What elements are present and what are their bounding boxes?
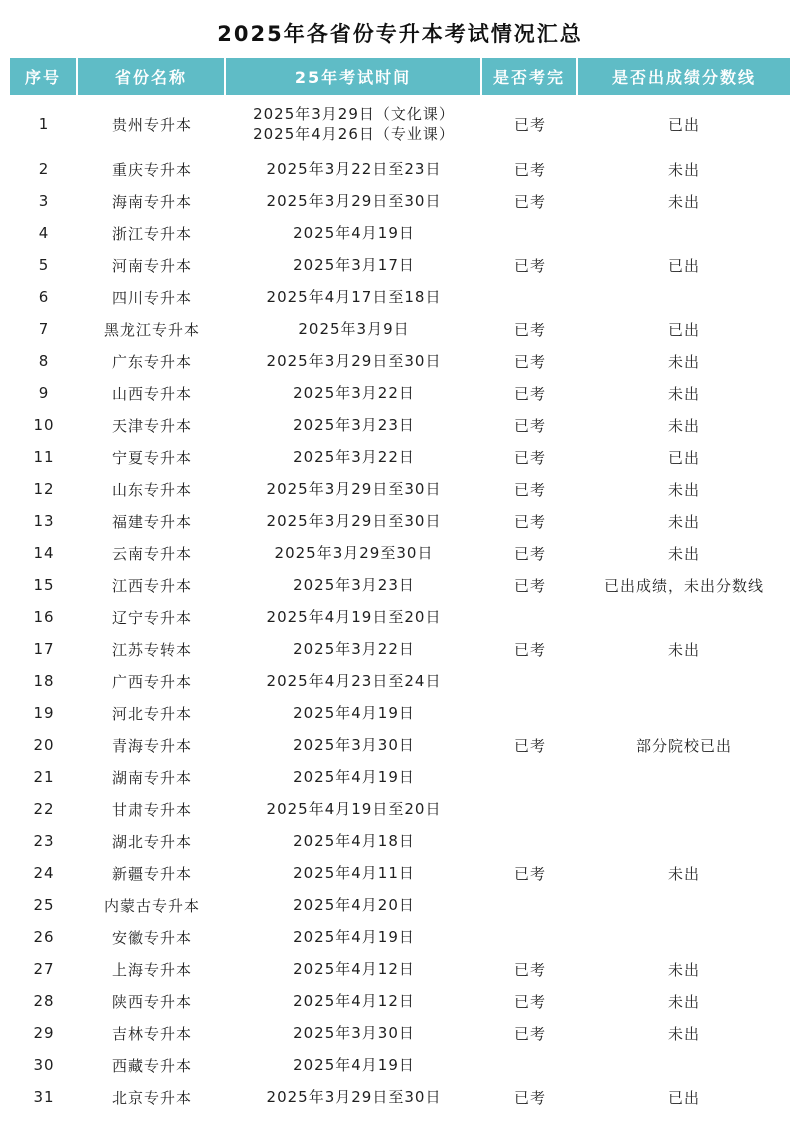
- cell-index: 7: [38, 320, 50, 338]
- exam-time-line: 2025年4月26日（专业课）: [253, 125, 455, 143]
- exam-time-line: 2025年4月11日: [293, 864, 415, 882]
- cell-exam-time: [226, 761, 482, 793]
- exam-time-line: 2025年3月23日: [293, 576, 415, 594]
- cell-exam-done: [482, 601, 578, 633]
- table-row: [10, 569, 790, 601]
- cell-exam-time: [226, 537, 482, 569]
- exam-time-line: 2025年4月23日至24日: [266, 672, 442, 690]
- cell-exam-time: [226, 409, 482, 441]
- cell-result: [578, 1049, 790, 1081]
- table-row: [10, 1017, 790, 1049]
- cell-province: 天津专升本: [111, 416, 192, 435]
- cell-index: 2: [38, 160, 50, 178]
- table-row: [10, 889, 790, 921]
- table-row: [10, 441, 790, 473]
- cell-exam-time: [226, 697, 482, 729]
- cell-index: 21: [33, 768, 55, 786]
- cell-province: 广东专升本: [111, 352, 192, 371]
- cell-result: 未出: [667, 480, 700, 499]
- cell-index: 16: [33, 608, 55, 626]
- cell-index: 27: [33, 960, 55, 978]
- table-row: [10, 921, 790, 953]
- cell-result: 未出: [667, 992, 700, 1011]
- table-row: [10, 345, 790, 377]
- cell-exam-done: [482, 793, 578, 825]
- cell-exam-done: 已考: [513, 192, 546, 211]
- table-row: [10, 281, 790, 313]
- cell-province: 海南专升本: [111, 192, 192, 211]
- table-row: [10, 601, 790, 633]
- cell-province: 浙江专升本: [111, 224, 192, 243]
- cell-result: [578, 921, 790, 953]
- cell-province: 河北专升本: [111, 704, 192, 723]
- cell-exam-done: [482, 761, 578, 793]
- cell-result: 未出: [667, 864, 700, 883]
- cell-exam-done: [482, 825, 578, 857]
- exam-time-line: 2025年3月22日: [293, 448, 415, 466]
- cell-exam-time: [226, 95, 482, 153]
- cell-index: 19: [33, 704, 55, 722]
- cell-exam-done: 已考: [513, 544, 546, 563]
- exam-time-line: 2025年3月9日: [298, 320, 410, 338]
- cell-province: 江西专升本: [111, 576, 192, 595]
- table-row: [10, 665, 790, 697]
- cell-exam-done: [482, 1049, 578, 1081]
- cell-index: 8: [38, 352, 50, 370]
- cell-index: 11: [33, 448, 55, 466]
- cell-province: 四川专升本: [111, 288, 192, 307]
- cell-province: 广西专升本: [111, 672, 192, 691]
- table-row: [10, 185, 790, 217]
- cell-exam-time: [226, 377, 482, 409]
- cell-exam-time: [226, 985, 482, 1017]
- cell-exam-done: 已考: [513, 512, 546, 531]
- exam-time-line: 2025年4月12日: [293, 992, 415, 1010]
- cell-province: 上海专升本: [111, 960, 192, 979]
- cell-exam-time: [226, 601, 482, 633]
- table-row: [10, 729, 790, 761]
- cell-result: 已出: [667, 320, 700, 339]
- cell-exam-time: [226, 1081, 482, 1113]
- cell-result: 未出: [667, 384, 700, 403]
- exam-time-line: 2025年3月29日至30日: [266, 352, 442, 370]
- cell-index: 26: [33, 928, 55, 946]
- cell-result: 已出成绩，未出分数线: [603, 576, 764, 595]
- table-header-row: [10, 58, 790, 95]
- table-row: [10, 1081, 790, 1113]
- cell-province: 江苏专转本: [111, 640, 192, 659]
- cell-index: 17: [33, 640, 55, 658]
- exam-time-line: 2025年3月23日: [293, 416, 415, 434]
- exam-time-line: 2025年4月19日至20日: [266, 800, 442, 818]
- cell-index: 4: [38, 224, 50, 242]
- page-title: 2025年各省份专升本考试情况汇总: [217, 22, 583, 46]
- cell-exam-done: [482, 697, 578, 729]
- cell-province: 吉林专升本: [111, 1024, 192, 1043]
- cell-exam-time: [226, 249, 482, 281]
- cell-province: 西藏专升本: [111, 1056, 192, 1075]
- cell-result: [578, 281, 790, 313]
- cell-result: 未出: [667, 352, 700, 371]
- exam-time-line: 2025年3月22日: [293, 384, 415, 402]
- cell-exam-done: 已考: [513, 448, 546, 467]
- cell-province: 甘肃专升本: [111, 800, 192, 819]
- cell-exam-time: [226, 569, 482, 601]
- cell-result: 部分院校已出: [635, 736, 732, 755]
- exam-time-line: 2025年4月20日: [293, 896, 415, 914]
- exam-time-line: 2025年3月17日: [293, 256, 415, 274]
- cell-index: 31: [33, 1088, 55, 1106]
- table-row: [10, 793, 790, 825]
- cell-exam-done: 已考: [513, 384, 546, 403]
- exam-time-line: 2025年3月29日至30日: [266, 512, 442, 530]
- header-exam-time: 25年考试时间: [226, 58, 482, 95]
- table-row: [10, 953, 790, 985]
- cell-index: 22: [33, 800, 55, 818]
- cell-result: 已出: [667, 1088, 700, 1107]
- cell-exam-done: [482, 217, 578, 249]
- cell-result: [578, 761, 790, 793]
- cell-province: 内蒙古专升本: [103, 896, 200, 915]
- cell-result: 未出: [667, 544, 700, 563]
- exam-time-line: 2025年4月19日至20日: [266, 608, 442, 626]
- cell-province: 辽宁专升本: [111, 608, 192, 627]
- cell-province: 黑龙江专升本: [103, 320, 200, 339]
- cell-province: 北京专升本: [111, 1088, 192, 1107]
- cell-index: 20: [33, 736, 55, 754]
- table-row: [10, 825, 790, 857]
- cell-exam-time: [226, 633, 482, 665]
- cell-province: 贵州专升本: [111, 115, 192, 134]
- cell-exam-done: 已考: [513, 864, 546, 883]
- cell-province: 湖北专升本: [111, 832, 192, 851]
- cell-index: 13: [33, 512, 55, 530]
- cell-exam-done: 已考: [513, 1024, 546, 1043]
- cell-exam-time: [226, 281, 482, 313]
- exam-time-line: 2025年3月29至30日: [274, 544, 434, 562]
- cell-result: [578, 697, 790, 729]
- cell-exam-done: [482, 889, 578, 921]
- cell-province: 湖南专升本: [111, 768, 192, 787]
- cell-exam-done: 已考: [513, 960, 546, 979]
- exam-time-line: 2025年4月19日: [293, 768, 415, 786]
- cell-result: 未出: [667, 640, 700, 659]
- cell-result: [578, 825, 790, 857]
- cell-exam-done: [482, 665, 578, 697]
- cell-index: 25: [33, 896, 55, 914]
- cell-exam-done: 已考: [513, 115, 546, 134]
- cell-result: 已出: [667, 115, 700, 134]
- cell-province: 河南专升本: [111, 256, 192, 275]
- exam-time-line: 2025年4月19日: [293, 1056, 415, 1074]
- cell-exam-time: [226, 185, 482, 217]
- exam-time-line: 2025年4月19日: [293, 704, 415, 722]
- cell-province: 青海专升本: [111, 736, 192, 755]
- table-row: [10, 633, 790, 665]
- cell-province: 陕西专升本: [111, 992, 192, 1011]
- exam-time-line: 2025年4月19日: [293, 928, 415, 946]
- cell-exam-time: [226, 153, 482, 185]
- table-row: [10, 1049, 790, 1081]
- cell-index: 28: [33, 992, 55, 1010]
- cell-result: 未出: [667, 960, 700, 979]
- table-row: [10, 697, 790, 729]
- cell-exam-time: [226, 921, 482, 953]
- table-row: [10, 95, 790, 153]
- table-row: [10, 313, 790, 345]
- cell-exam-time: [226, 889, 482, 921]
- cell-exam-time: [226, 953, 482, 985]
- cell-index: 3: [38, 192, 50, 210]
- exam-time-line: 2025年3月30日: [293, 736, 415, 754]
- cell-exam-done: 已考: [513, 640, 546, 659]
- cell-exam-done: [482, 281, 578, 313]
- table-row: [10, 857, 790, 889]
- table-row: [10, 153, 790, 185]
- cell-exam-done: 已考: [513, 416, 546, 435]
- table-row: [10, 761, 790, 793]
- exam-time-line: 2025年3月29日至30日: [266, 480, 442, 498]
- cell-index: 30: [33, 1056, 55, 1074]
- cell-result: [578, 601, 790, 633]
- cell-exam-done: 已考: [513, 1088, 546, 1107]
- exam-time-line: 2025年3月29日至30日: [266, 192, 442, 210]
- cell-result: 已出: [667, 448, 700, 467]
- exam-time-line: 2025年4月17日至18日: [266, 288, 442, 306]
- exam-time-line: 2025年3月22日: [293, 640, 415, 658]
- cell-index: 14: [33, 544, 55, 562]
- table-row: [10, 377, 790, 409]
- cell-index: 24: [33, 864, 55, 882]
- cell-exam-time: [226, 793, 482, 825]
- cell-province: 新疆专升本: [111, 864, 192, 883]
- header-index: 序号: [10, 58, 78, 95]
- cell-exam-done: 已考: [513, 576, 546, 595]
- table-row: [10, 985, 790, 1017]
- cell-result: [578, 217, 790, 249]
- cell-exam-time: [226, 505, 482, 537]
- cell-province: 宁夏专升本: [111, 448, 192, 467]
- cell-exam-time: [226, 857, 482, 889]
- exam-time-line: 2025年3月22日至23日: [266, 160, 442, 178]
- cell-province: 安徽专升本: [111, 928, 192, 947]
- cell-index: 5: [38, 256, 50, 274]
- cell-exam-time: [226, 217, 482, 249]
- cell-exam-time: [226, 345, 482, 377]
- cell-index: 1: [38, 115, 50, 133]
- cell-index: 23: [33, 832, 55, 850]
- exam-time-line: 2025年4月18日: [293, 832, 415, 850]
- exam-time-line: 2025年3月29日（文化课）: [253, 105, 455, 123]
- cell-index: 12: [33, 480, 55, 498]
- cell-index: 9: [38, 384, 50, 402]
- cell-exam-time: [226, 729, 482, 761]
- cell-result: [578, 889, 790, 921]
- cell-result: 未出: [667, 1024, 700, 1043]
- cell-index: 10: [33, 416, 55, 434]
- cell-result: 已出: [667, 256, 700, 275]
- cell-province: 山东专升本: [111, 480, 192, 499]
- cell-index: 18: [33, 672, 55, 690]
- cell-exam-done: 已考: [513, 480, 546, 499]
- cell-exam-done: [482, 921, 578, 953]
- cell-index: 29: [33, 1024, 55, 1042]
- exam-time-line: 2025年4月12日: [293, 960, 415, 978]
- cell-result: 未出: [667, 160, 700, 179]
- cell-exam-done: 已考: [513, 736, 546, 755]
- table-row: [10, 409, 790, 441]
- cell-province: 重庆专升本: [111, 160, 192, 179]
- cell-exam-time: [226, 473, 482, 505]
- cell-index: 6: [38, 288, 50, 306]
- exam-summary-table: [10, 58, 790, 1113]
- cell-result: [578, 665, 790, 697]
- exam-time-line: 2025年4月19日: [293, 224, 415, 242]
- cell-index: 15: [33, 576, 55, 594]
- cell-result: 未出: [667, 192, 700, 211]
- cell-result: 未出: [667, 416, 700, 435]
- table-row: [10, 505, 790, 537]
- table-row: [10, 249, 790, 281]
- exam-time-line: 2025年3月30日: [293, 1024, 415, 1042]
- table-row: [10, 217, 790, 249]
- cell-result: 未出: [667, 512, 700, 531]
- cell-exam-done: 已考: [513, 320, 546, 339]
- cell-exam-done: 已考: [513, 256, 546, 275]
- cell-exam-time: [226, 1017, 482, 1049]
- cell-exam-time: [226, 441, 482, 473]
- cell-result: [578, 793, 790, 825]
- table-row: [10, 537, 790, 569]
- table-body: [10, 95, 790, 1113]
- table-row: [10, 473, 790, 505]
- header-exam-done: 是否考完: [482, 58, 578, 95]
- cell-exam-time: [226, 1049, 482, 1081]
- cell-province: 山西专升本: [111, 384, 192, 403]
- exam-time-line: 2025年3月29日至30日: [266, 1088, 442, 1106]
- header-result-released: 是否出成绩分数线: [578, 58, 790, 95]
- cell-exam-done: 已考: [513, 352, 546, 371]
- cell-exam-done: 已考: [513, 992, 546, 1011]
- cell-exam-done: 已考: [513, 160, 546, 179]
- header-province: 省份名称: [78, 58, 226, 95]
- cell-province: 福建专升本: [111, 512, 192, 531]
- cell-exam-time: [226, 825, 482, 857]
- cell-province: 云南专升本: [111, 544, 192, 563]
- cell-exam-time: [226, 313, 482, 345]
- cell-exam-time: [226, 665, 482, 697]
